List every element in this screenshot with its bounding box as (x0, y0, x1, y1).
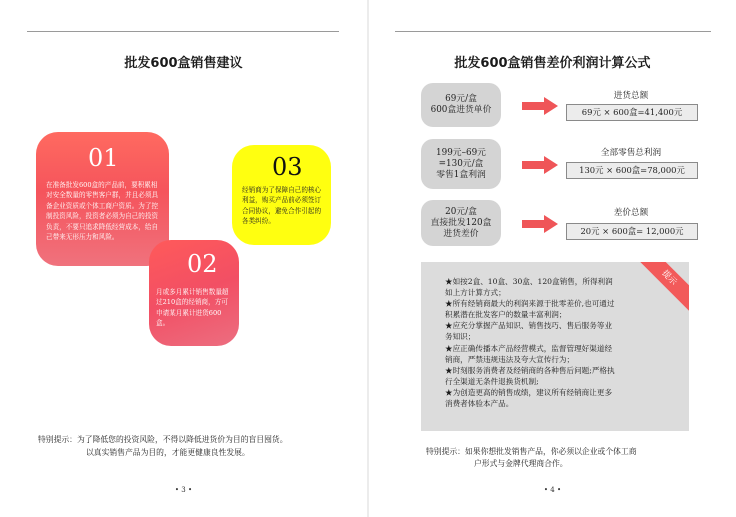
tip-line: 积累潜在批发客户的数量丰富利润； (445, 310, 567, 320)
card-number: 01 (88, 144, 119, 172)
page-number: • 4 • (543, 486, 562, 494)
tip-line: ★如按2盒、10盒、30盒、120盒销售，所得利润 (445, 277, 613, 286)
formula-box: 130元 × 600盒=78,000元 (566, 162, 698, 179)
formula-box: 20元 × 600盒= 12,000元 (566, 223, 698, 240)
special-note-line1: 特别提示：为了降低您的投资风险，不得以降低进货价为目的盲目囤货。 (38, 435, 288, 444)
retail-profit-box (421, 139, 501, 189)
right-arrow-icon (522, 215, 558, 233)
result-label: 进货总额 (613, 91, 649, 101)
left-page (0, 0, 367, 517)
tip-line: ★应充分掌握产品知识、销售技巧、售后服务等业 (445, 321, 613, 331)
special-note-line2: 以真实销售产品为目的，才能更健康良性发展。 (86, 448, 250, 457)
tip-line: ★时刻服务消费者及经销商的各种售后问题;严格执 (445, 365, 615, 375)
tip-line: ★所有经销商最大的利润来源于批零差价,也可通过 (445, 299, 615, 309)
right-arrow-icon (522, 156, 558, 174)
tip-line: ★为创造更高的销售成绩，建议所有经销商让更多 (445, 387, 613, 397)
tips-text (445, 276, 671, 409)
special-note-line1: 特别提示：如果你想批发销售产品，你必须以企业或个体工商 (426, 447, 637, 456)
box-line: 直接批发120盒 (430, 217, 492, 228)
tips-box (421, 262, 689, 431)
card-number: 02 (187, 250, 218, 278)
card-text: 经销商为了保障自己的核心利益，购买产品前必须签订合同协议，避免合作引起的各类纠纷。 (242, 186, 322, 226)
box-line: 600盒进货单价 (430, 105, 492, 115)
box-line: =130元/盒 (438, 158, 484, 169)
tip-line: 务知识； (445, 332, 476, 342)
box-line: 零售1盒利润 (436, 169, 486, 180)
suggestion-card-03 (232, 145, 331, 245)
box-line: 进货差价 (443, 228, 479, 239)
right-arrow-icon (522, 97, 558, 115)
result-label: 差价总额 (613, 208, 649, 218)
formula-box: 69元 × 600盒=41,400元 (566, 104, 698, 121)
suggestion-card-01 (36, 132, 169, 266)
tip-line: ★应正确传播本产品经营模式，监督管理好渠道经 (445, 343, 613, 353)
tip-line: 消费者体验本产品。 (445, 399, 514, 409)
unit-price-box (421, 83, 501, 127)
tip-ribbon: 提示 (633, 262, 689, 314)
wholesale-margin-box (421, 200, 501, 246)
box-line: 199元–69元 (436, 147, 486, 158)
tip-line: 行全渠道无条件退换货机制; (445, 376, 539, 386)
box-line: 20元/盒 (445, 206, 477, 217)
card-text: 月或多月累计销售数量超过210盒的经销商，方可申请某月累计进货600盒。 (156, 288, 229, 328)
right-page (369, 0, 736, 517)
top-rule (395, 31, 711, 32)
tip-line: 销商，严禁违规违法及夸大宣传行为； (445, 354, 575, 364)
page-title: 批发600盒销售差价利润计算公式 (454, 56, 651, 71)
top-rule (27, 31, 339, 32)
special-note-line2: 户形式与金牌代理商合作。 (474, 459, 568, 468)
tip-line: 如上方计算方式； (445, 288, 506, 298)
page-title: 批发600盒销售建议 (124, 56, 243, 71)
result-label: 全部零售总利润 (600, 148, 662, 158)
card-text: 在准备批发600盒的产品前，要积累相对安全数量的零售客户群，并且必须具备企业资质或个体工商户资质。为了控制投资风险，投资者必须为自己的投资负责，不要只追求降低经营成本，给自己带来无形压力和风险。 (46, 181, 159, 242)
box-line: 69元/盒 (445, 94, 477, 104)
card-number: 03 (272, 153, 303, 181)
suggestion-card-02 (149, 240, 239, 346)
page-number: • 3 • (174, 486, 193, 494)
